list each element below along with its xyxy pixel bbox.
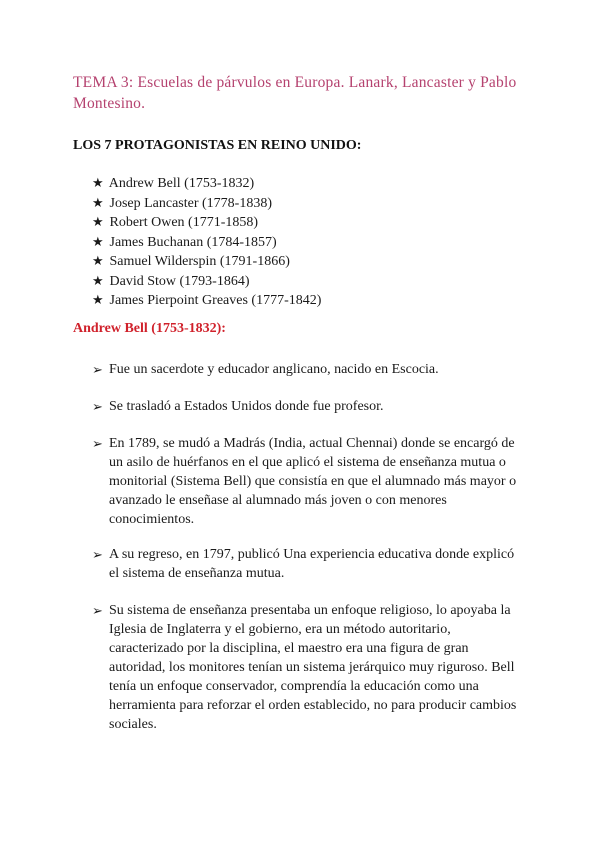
list-item-text: James Buchanan (1784-1857) bbox=[109, 234, 277, 250]
list-item-text: Robert Owen (1771-1858) bbox=[109, 215, 259, 230]
star-icon: ★ bbox=[92, 233, 104, 249]
arrow-bullet-icon: ➢ bbox=[92, 547, 103, 562]
list-item-text: James Pierpoint Greaves (1777-1842) bbox=[109, 293, 322, 308]
arrow-bullet-icon: ➢ bbox=[92, 603, 103, 618]
bullet-point bbox=[92, 601, 524, 734]
bullet-text: Se trasladó a Estados Unidos donde fue profesor. bbox=[109, 399, 384, 414]
star-icon: ★ bbox=[92, 175, 104, 190]
bullet-point bbox=[92, 397, 524, 416]
star-icon: ★ bbox=[92, 253, 104, 268]
bullet-text: En 1789, se mudó a Madrás (India, actual Chennai) donde se encargó de un asilo de huérfanos en el que aplicó el sistema de enseñanza mutua o monitorial (Sistema Bell) que consistía en que el alumnado más mayor o avanzado le enseñase al alumnado más joven o con menores conocimientos. bbox=[109, 436, 517, 527]
list-item bbox=[92, 233, 321, 253]
list-item bbox=[92, 194, 321, 214]
bullet-point bbox=[92, 360, 524, 379]
section-heading: LOS 7 PROTAGONISTAS EN REINO UNIDO: bbox=[73, 138, 362, 153]
list-item bbox=[92, 252, 321, 272]
arrow-bullet-icon: ➢ bbox=[92, 436, 103, 451]
star-icon: ★ bbox=[92, 272, 104, 288]
list-item-text: David Stow (1793-1864) bbox=[109, 273, 250, 289]
bullet-point bbox=[92, 434, 524, 529]
arrow-bullet-icon: ➢ bbox=[92, 399, 103, 414]
list-item bbox=[92, 291, 321, 311]
bullet-text: Fue un sacerdote y educador anglicano, nacido en Escocia. bbox=[109, 362, 439, 377]
bullet-text: A su regreso, en 1797, publicó Una experiencia educativa donde explicó el sistema de enseñanza mutua. bbox=[109, 547, 515, 581]
list-item bbox=[92, 174, 321, 194]
protagonists-list bbox=[92, 174, 321, 311]
star-icon: ★ bbox=[92, 292, 104, 307]
list-item-text: Samuel Wilderspin (1791-1866) bbox=[109, 254, 290, 269]
list-item-text: Andrew Bell (1753-1832) bbox=[108, 176, 255, 191]
andrew-bell-heading: Andrew Bell (1753-1832): bbox=[73, 321, 226, 336]
star-icon: ★ bbox=[92, 194, 104, 210]
document-title: TEMA 3: Escuelas de párvulos en Europa. Lanark, Lancaster y Pablo Montesino. bbox=[73, 74, 517, 112]
list-item bbox=[92, 213, 321, 233]
bullet-point bbox=[92, 545, 524, 583]
list-item bbox=[92, 272, 321, 292]
list-item-text: Josep Lancaster (1778-1838) bbox=[109, 195, 273, 211]
bullet-text: Su sistema de enseñanza presentaba un enfoque religioso, lo apoyaba la Iglesia de Inglaterra y el gobierno, era un método autoritario, caracterizado por la disciplina, el maestro era una figura de gran autoridad, los monitores tenían un sistema jerárquico muy riguroso. Bell tenía un enfoque conservador, comprendía la educación como una herramienta para reforzar el orden establecido, no para producir cambios sociales. bbox=[109, 603, 517, 732]
arrow-bullet-icon: ➢ bbox=[92, 362, 103, 377]
star-icon: ★ bbox=[92, 214, 104, 229]
